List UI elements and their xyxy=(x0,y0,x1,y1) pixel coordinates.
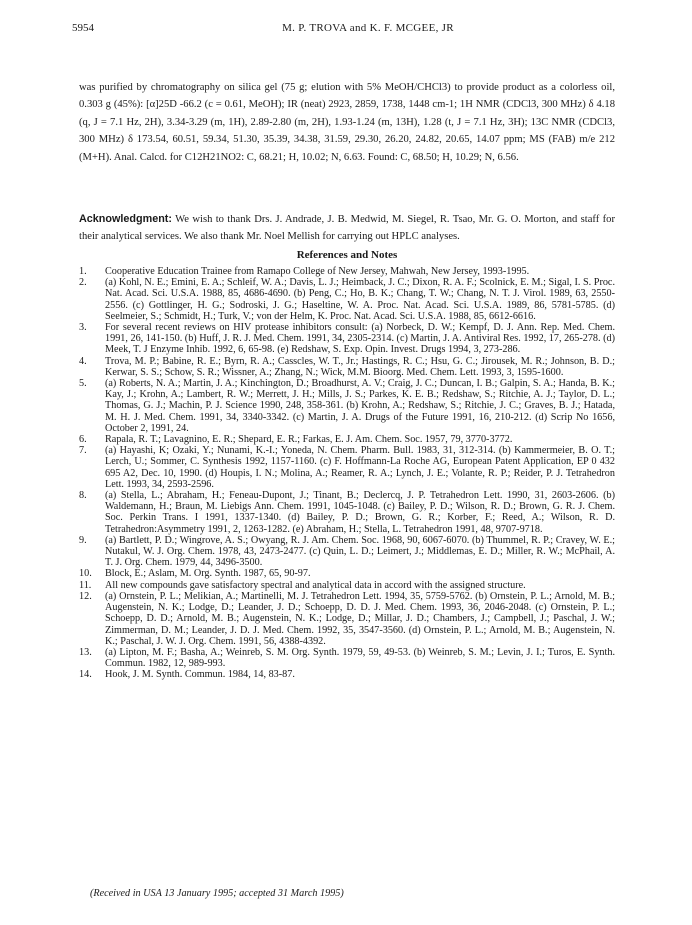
received-note: (Received in USA 13 January 1995; accepted 31 March 1995) xyxy=(90,888,344,899)
reference-number: 12. xyxy=(79,590,92,602)
reference-number: 11. xyxy=(79,579,92,591)
references-title: References and Notes xyxy=(296,249,398,261)
page-header xyxy=(72,22,648,38)
reference-number: 13. xyxy=(79,646,92,658)
reference-text: Block, E.; Aslam, M. Org. Synth. 1987, 65, 90-97. xyxy=(105,568,311,580)
reference-number: 6. xyxy=(79,434,87,446)
reference-item xyxy=(79,356,615,378)
reference-text: (a) Stella, L.; Abraham, H.; Feneau-Dupont, J.; Tinant, B.; Declercq, J. P. Tetrahedron Lett. 1990, 31, 2603-2606. (b) Waldemann, H.; Braun, M. Liebigs Ann. Chem. 1991, 1045-1048. (c) Bailey, P. D.; Wilson, R. D.; Brown, G. R. J. Chem. Soc. Perkin Trans. I 1991, 1337-1340. (d) Bailey, P. D.; Brown, G. R.; Korber, F.; Reed, A.; Wilson, R. D. Tetrahedron:Asymmetry 1991, 2, 1263-1282. (e) Abraham, H.; Stella, L. Tetrahedron 1991, 48, 9707-9718. xyxy=(105,490,615,535)
reference-item xyxy=(79,266,615,277)
reference-text: (a) Lipton, M. F.; Basha, A.; Weinreb, S. M. Org. Synth. 1979, 59, 49-53. (b) Weinreb, S. M.; Levin, J. I.; Turos, E. Synth. Commun. 1982, 12, 989-993. xyxy=(105,646,615,670)
reference-number: 10. xyxy=(79,568,92,580)
reference-text: (a) Bartlett, P. D.; Wingrove, A. S.; Owyang, R. J. Am. Chem. Soc. 1968, 90, 6067-6070. (b) Thummel, R. P.; Cravey, W. E.; Nutakul, W. J. Org. Chem. 1978, 43, 2473-2477. (c) Quin, L. D.; Leimert, J.; Middlemas, E. D.; Miller, R. W.; McPhail, A. T. J. Org. Chem. 1979, 44, 3496-3500. xyxy=(105,534,615,569)
acknowledgment-heading: Acknowledgment: xyxy=(79,213,172,225)
reference-item xyxy=(79,669,615,680)
reference-text: For several recent reviews on HIV protease inhibitors consult: (a) Norbeck, D. W.; Kempf, D. J. Ann. Rep. Med. Chem. 1991, 26, 141-150. (b) Huff, J. R. J. Med. Chem. 1991, 34, 2305-2314. (c) Martin, J. A. Antiviral Res. 1992, 17, 265-278. (d) Meek, T. J Enzyme Inhib. 1992, 6, 65-98. (e) Redshaw, S. Exp. Opin. Invest. Drugs 1994, 3, 273-286. xyxy=(105,322,615,356)
reference-text: Cooperative Education Trainee from Ramapo College of New Jersey, Mahwah, New Jersey, 1993-1995. xyxy=(105,266,530,277)
reference-text: (a) Kohl, N. E.; Emini, E. A.; Schleif, W. A.; Davis, L. J.; Heimback, J. C.; Dixon, R. A. F.; Scolnick, E. M.; Sigal, I. S. Proc. Nat. Acad. Sci. U.S.A. 1988, 85, 4686-4690. (b) Peng, C.; Ho, B. K.; Chang, T. W.; Chang, N. T. J. Virol. 1989, 63, 2550-2556. (c) Gottlinger, H. G.; Sodroski, J. G.; Haseltine, W. A. Proc. Nat. Acad. Sci. U.S.A. 1989, 86, 5781-5785. (d) Seelmeier, S.; Schmidt, H.; Turk, V.; von der Helm, K. Proc. Nat. Acad. Sci. U.S.A. 1988, 85, 6612-6616. xyxy=(105,277,615,322)
reference-list xyxy=(79,266,615,681)
acknowledgment-paragraph xyxy=(79,211,615,246)
reference-text: All new compounds gave satisfactory spectral and analytical data in accord with the assigned structure. xyxy=(105,579,526,591)
reference-text: Hook, J. M. Synth. Commun. 1984, 14, 83-87. xyxy=(105,669,295,681)
reference-item xyxy=(79,591,615,647)
reference-text: Rapala, R. T.; Lavagnino, E. R.; Shepard, E. R.; Farkas, E. J. Am. Chem. Soc. 1957, 79, 3770-3772. xyxy=(105,434,513,446)
acknowledgment-text: We wish to thank Drs. J. Andrade, J. B. Medwid, M. Siegel, R. Tsao, Mr. G. O. Morton, and staff for their analytical services. We also thank Mr. Noel Mellish for carrying out HPLC analyses. xyxy=(79,214,615,243)
reference-item xyxy=(79,322,615,356)
reference-item xyxy=(79,535,615,569)
reference-item xyxy=(79,277,615,322)
reference-number: 8. xyxy=(79,490,87,502)
reference-text: Trova, M. P.; Babine, R. E.; Byrn, R. A.; Casscles, W. T., Jr.; Hastings, R. C.; Hsu, G. C.; Jirousek, M. R.; Johnson, B. D.; Kerwar, S. S.; Schow, S. R.; Wissner, A.; Zhang, N.; Wick, M.M. Bioorg. Med. Chem. Lett. 1993, 3, 1595-1600. xyxy=(105,355,615,378)
reference-number: 2. xyxy=(79,277,87,289)
reference-number: 14. xyxy=(79,669,92,681)
reference-item xyxy=(79,434,615,445)
reference-item xyxy=(79,647,615,669)
reference-number: 9. xyxy=(79,534,87,546)
reference-item xyxy=(79,490,615,535)
reference-text: (a) Roberts, N. A.; Martin, J. A.; Kinchington, D.; Broadhurst, A. V.; Craig, J. C.; Duncan, I. B.; Galpin, S. A.; Handa, B. K.; Kay, J.; Krohn, A.; Lambert, R. W.; Merrett, J. H.; Mills, J. S.; Parkes, K. E. B.; Redshaw, S.; Ritchie, A. J.; Taylor, D. L.; Thomas, G. J.; Machin, P. J. Science 1990, 248, 358-361. (b) Krohn, A.; Redshaw, S.; Ritchie, J. C.; Graves, B. J.; Hatada, M. H. J. Med. Chem. 1991, 34, 3340-3342. (c) Martin, J. A. Drugs of the Future 1991, 16, 210-212. (d) Scrip No 1656, October 2, 1991, 24. xyxy=(105,378,615,434)
experimental-paragraph: was purified by chromatography on silica gel (75 g; elution with 5% MeOH/CHCl3) to provide product as a colorless oil, 0.303 g (45%): [α]25D -66.2 (c = 0.61, MeOH); IR (neat) 2923, 2859, 1738, 1448 cm-1; 1H NMR (CDCl3, 300 MHz) δ 4.18 (q, J = 7.1 Hz, 2H), 3.34-3.29 (m, 1H), 2.89-2.80 (m, 2H), 1.93-1.24 (m, 13H), 1.28 (t, J = 7.1 Hz, 3H); 13C NMR (CDCl3, 300 MHz) δ 173.54, 60.51, 59.34, 51.30, 35.39, 34.38, 31.59, 29.30, 26.20, 24.82, 20.65, 14.07 ppm; MS (FAB) m/e 212 (M+H). Anal. Calcd. for C12H21NO2: C, 68.21; H, 10.02; N, 6.63. Found: C, 68.50; H, 10.29; N, 6.56. xyxy=(79,82,615,163)
reference-number: 3. xyxy=(79,322,87,334)
running-title: M. P. TROVA and K. F. MCGEE, JR xyxy=(282,22,454,34)
reference-text: (a) Hayashi, K; Ozaki, Y.; Nunami, K.-I.; Yoneda, N. Chem. Pharm. Bull. 1983, 31, 312-314. (b) Kammermeier, B. O. T.; Lerch, U.; Sommer, C. Synthesis 1992, 1157-1160. (c) F. Hoffmann-La Roche AG, European Patent Application, EP 0 432 695 A2, Dec. 10, 1990. (d) Houpis, I. N.; Molina, A.; Reamer, R. A.; Lynch, J. E.; Volante, R. P.; Reider, P. J. Tetrahedron Lett. 1993, 34, 2593-2596. xyxy=(105,445,615,490)
reference-text: (a) Ornstein, P. L.; Melikian, A.; Martinelli, M. J. Tetrahedron Lett. 1994, 35, 5759-5762. (b) Ornstein, P. L.; Arnold, M. B.; Augenstein, N. K.; Lodge, D.; Leander, J. D.; Schoepp, D. D. J. Med. Chem. 1993, 36, 2046-2048. (c) Ornstein, P. L.; Schoepp, D. D.; Arnold, M. B.; Augenstein, N. K.; Lodge, D.; Millar, J. D.; Chambers, J.; Campbell, J.; Paschal, J. W.; Zimmerman, D. M.; Leander, J. D. J. Med. Chem. 1992, 35, 3547-3560. (d) Ornstein, P. L.; Arnold, M. B.; Augenstein, N. K.; Paschal, J. W. J. Org. Chem. 1991, 56, 4388-4392. xyxy=(105,590,615,647)
reference-number: 4. xyxy=(79,355,87,367)
reference-number: 7. xyxy=(79,445,87,457)
reference-number: 1. xyxy=(79,266,87,277)
page-number: 5954 xyxy=(72,22,94,34)
reference-item xyxy=(79,445,615,490)
reference-item xyxy=(79,568,615,579)
reference-number: 5. xyxy=(79,378,87,390)
reference-item xyxy=(79,580,615,591)
reference-item xyxy=(79,378,615,434)
